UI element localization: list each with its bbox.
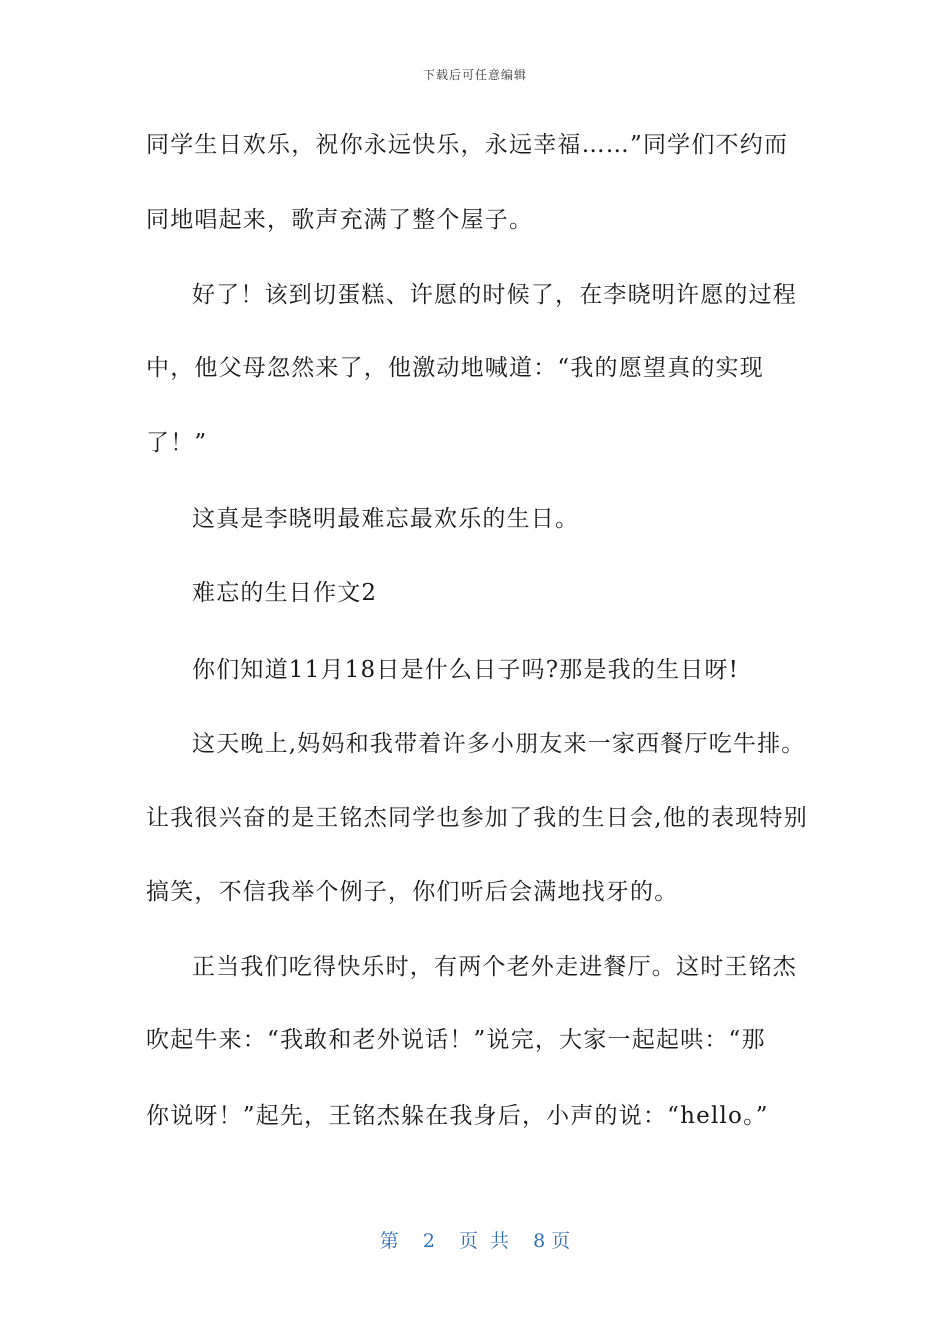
footer-middle: 页 共 bbox=[459, 1230, 510, 1252]
text-line: 中，他父母忽然来了，他激动地喊道：“我的愿望真的实现 bbox=[146, 355, 764, 381]
total-pages-number: 8 bbox=[533, 1230, 546, 1252]
footer-suffix: 页 bbox=[551, 1230, 571, 1252]
text-line: 正当我们吃得快乐时，有两个老外走进餐厅。这时王铭杰 bbox=[192, 954, 797, 980]
text-line: 让我很兴奋的是王铭杰同学也参加了我的生日会,他的表现特别 bbox=[146, 805, 808, 831]
text-line: 好了！该到切蛋糕、许愿的时候了，在李晓明许愿的过程 bbox=[192, 282, 797, 308]
text-line: 同地唱起来，歌声充满了整个屋子。 bbox=[146, 207, 534, 233]
page-footer bbox=[0, 1226, 950, 1253]
text-line: 你们知道11月18日是什么日子吗?那是我的生日呀! bbox=[192, 657, 740, 683]
text-line: 你说呀！”起先，王铭杰躲在我身后，小声的说：“hello。” bbox=[146, 1103, 769, 1129]
text-line: 这真是李晓明最难忘最欢乐的生日。 bbox=[192, 506, 580, 532]
current-page-number: 2 bbox=[422, 1230, 435, 1252]
text-line: 同学生日欢乐，祝你永远快乐，永远幸福……”同学们不约而 bbox=[146, 132, 789, 158]
text-line: 了！” bbox=[146, 430, 208, 456]
text-line: 这天晚上,妈妈和我带着许多小朋友来一家西餐厅吃牛排。 bbox=[192, 731, 806, 757]
page-header: 下载后可任意编辑 bbox=[422, 68, 527, 82]
text-line: 吹起牛来：“我敢和老外说话！”说完，大家一起起哄：“那 bbox=[146, 1027, 766, 1053]
footer-prefix: 第 bbox=[379, 1230, 399, 1252]
text-line: 搞笑，不信我举个例子，你们听后会满地找牙的。 bbox=[146, 879, 679, 905]
section-heading: 难忘的生日作文2 bbox=[192, 580, 378, 606]
